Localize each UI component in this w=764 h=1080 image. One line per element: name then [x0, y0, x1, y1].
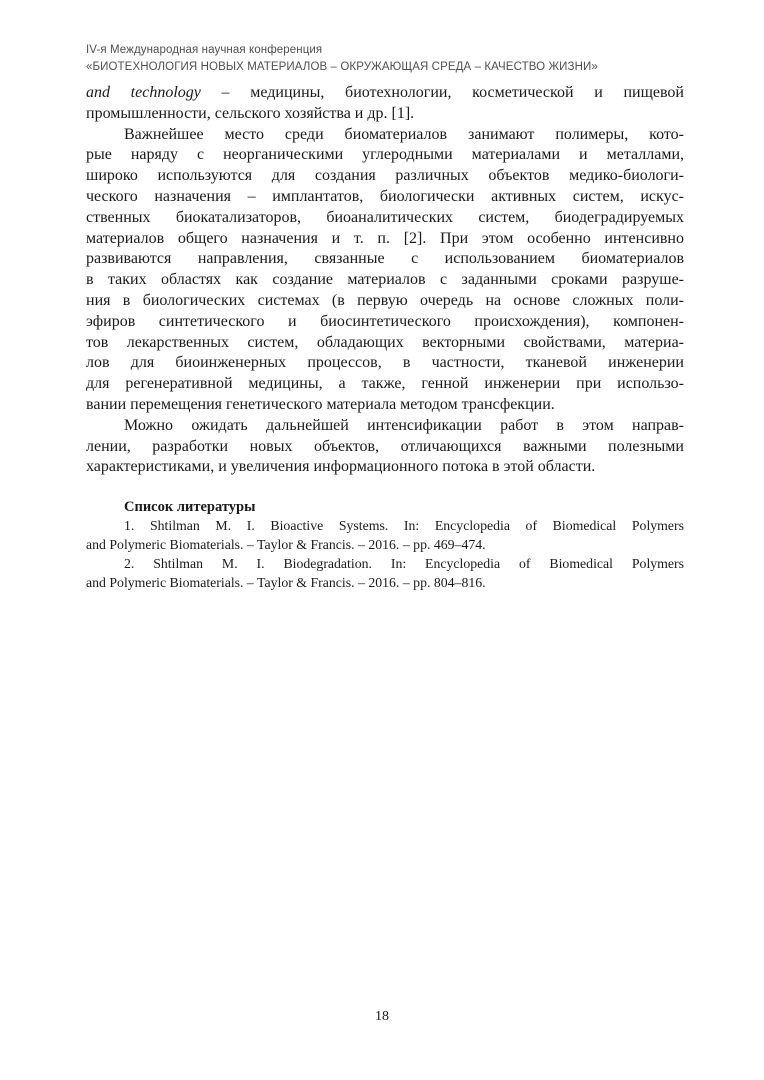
text-segment: широко используются для создания различных объектов медико-биологи- — [86, 167, 684, 185]
references-heading: Список литературы — [124, 499, 256, 516]
text-line — [86, 395, 684, 416]
text-segment: 1. Shtilman M. I. Bioactive Systems. In: Encyclopedia of Biomedical Polymers — [124, 518, 684, 534]
text-line — [86, 145, 684, 166]
text-line — [86, 270, 684, 291]
text-segment: для регенеративной медицины, а также, генной инженерии при использо- — [86, 375, 684, 393]
text-segment: ственных биокатализаторов, биоаналитических систем, биодеградируемых — [86, 208, 684, 226]
text-segment: тов лекарственных систем, обладающих векторными свойствами, материа- — [86, 333, 684, 351]
text-segment: 2. Shtilman M. I. Biodegradation. In: Encyclopedia of Biomedical Polymers — [124, 556, 684, 572]
text-line — [86, 187, 684, 208]
text-line — [86, 516, 684, 535]
text-segment: вании перемещения генетического материала методом трансфекции. — [86, 395, 555, 413]
text-segment: – медицины, биотехнологии, косметической и пищевой — [200, 84, 684, 101]
running-head — [86, 42, 684, 76]
text-segment: промышленности, сельского хозяйства и др. [1]. — [86, 104, 415, 122]
text-segment: лов для биоинженерных процессов, в частности, тканевой инженерии — [86, 354, 684, 372]
text-segment: ческого назначения – имплантатов, биологически активных систем, искус- — [86, 187, 684, 205]
text-line — [86, 437, 684, 458]
text-line — [86, 208, 684, 229]
paragraph-outlook — [86, 416, 684, 478]
text-line — [86, 291, 684, 312]
text-line — [86, 416, 684, 437]
text-segment: рые наряду с неорганическими углеродными материалами и металлами, — [86, 146, 684, 164]
running-head-line-2: «БИОТЕХНОЛОГИЯ НОВЫХ МАТЕРИАЛОВ – ОКРУЖАЮЩАЯ СРЕДА – КАЧЕСТВО ЖИЗНИ» — [86, 61, 598, 73]
text-line — [86, 229, 684, 250]
text-segment: в таких областях как создание материалов с заданными сроками разруше- — [86, 271, 684, 289]
text-line — [86, 333, 684, 354]
text-line — [86, 312, 684, 333]
text-line — [86, 249, 684, 270]
body-text — [86, 83, 684, 478]
text-segment: ния в биологических системах (в первую очередь на основе сложных поли- — [86, 291, 684, 309]
text-line — [86, 166, 684, 187]
text-segment: лении, разработки новых объектов, отличающихся важными полезными — [86, 437, 684, 455]
text-segment: and Polymeric Biomaterials. – Taylor & Francis. – 2016. – pp. 469–474. — [86, 537, 486, 553]
italic-text: and technology — [86, 84, 201, 101]
text-segment: материалов общего назначения и т. п. [2]. При этом особенно интенсивно — [86, 229, 684, 247]
references-list — [86, 516, 684, 592]
paragraph-continuation — [86, 83, 684, 125]
running-head-line-1: IV-я Международная научная конференция — [86, 44, 323, 56]
text-line — [86, 374, 684, 395]
text-line — [86, 554, 684, 573]
paragraph-biomaterials — [86, 125, 684, 416]
text-line — [86, 104, 684, 125]
text-segment: характеристиками, и увеличения информационного потока в этой области. — [86, 458, 596, 476]
reference-1 — [86, 516, 684, 554]
text-segment: Важнейшее место среди биоматериалов занимают полимеры, кото- — [124, 125, 684, 143]
text-segment: Можно ожидать дальнейшей интенсификации работ в этом направ- — [124, 416, 684, 434]
text-line — [86, 457, 684, 478]
text-line — [86, 83, 684, 104]
text-line — [86, 125, 684, 146]
text-segment: and Polymeric Biomaterials. – Taylor & Francis. – 2016. – pp. 804–816. — [86, 575, 486, 591]
text-line — [86, 573, 684, 592]
text-column — [86, 42, 684, 592]
page-number: 18 — [375, 1009, 389, 1024]
text-line — [86, 353, 684, 374]
reference-2 — [86, 554, 684, 592]
text-line — [86, 535, 684, 554]
text-segment: развиваются направления, связанные с использованием биоматериалов — [86, 250, 684, 268]
text-segment: эфиров синтетического и биосинтетического происхождения), компонен- — [86, 312, 684, 330]
